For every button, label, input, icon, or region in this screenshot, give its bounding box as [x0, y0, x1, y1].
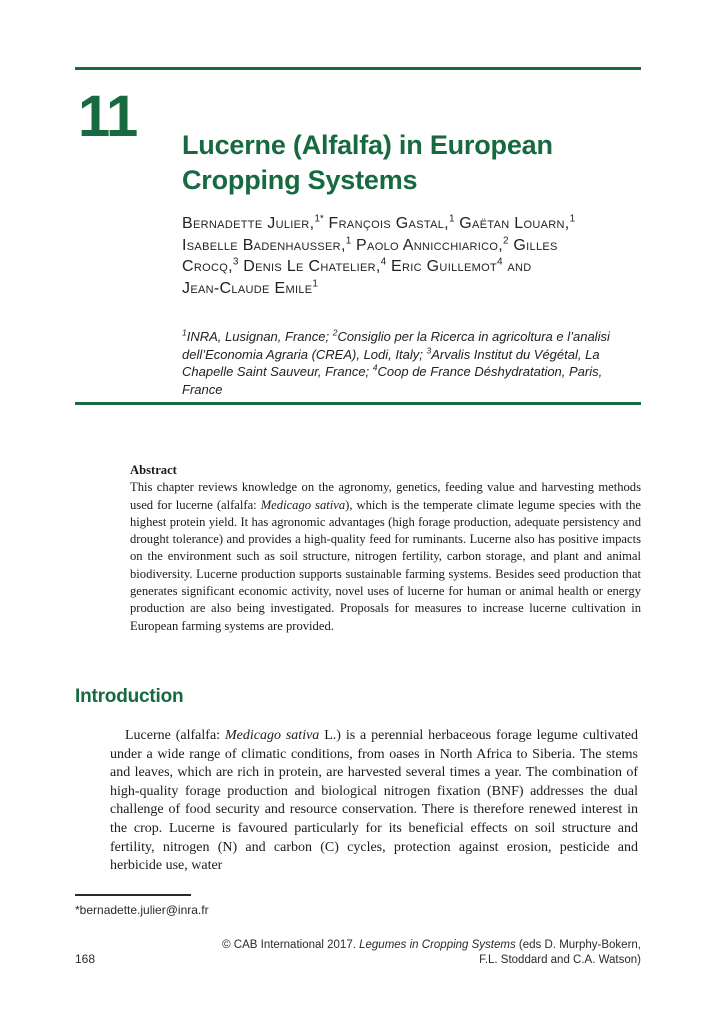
footnote-email: *bernadette.julier@inra.fr: [75, 903, 209, 917]
author-affiliations: $^1$INRA, Lusignan, France; $^2$Consiglio per la Ricerca in agricoltura e l’analisi dell’Economia Agraria (CREA), Lodi, Italy; $^3$Arvalis Institut du Végétal, La Chapelle Saint Sauveur, France; $^4$Coop de France Déshydratation, Paris, France: [182, 327, 610, 397]
author-line: Crocq,$^3$ Denis Le Chatelier,$^4$ Eric Guillemot$^4$ and: [182, 256, 532, 275]
top-rule: [75, 67, 641, 70]
copyright-notice: © CAB International 2017. Legumes in Cropping Systems (eds D. Murphy-Bokern, F.L. Stoddard and C.A. Watson): [222, 939, 641, 966]
author-line: Bernadette Julier,$^{1*}$ François Gastal,$^1$ Gaëtan Louarn,$^1$: [182, 213, 576, 232]
introduction-heading: Introduction: [75, 686, 184, 707]
chapter-title-line-2: Cropping Systems: [182, 165, 418, 195]
chapter-number: 11: [78, 84, 138, 149]
chapter-title-line-1: Lucerne (Alfalfa) in European: [182, 130, 553, 160]
author-line: Isabelle Badenhausser,$^1$ Paolo Annicchiarico,$^2$ Gilles: [182, 235, 558, 254]
footnote-rule: [75, 894, 191, 896]
abstract-section: [130, 462, 641, 635]
author-line: Jean-Claude Emile$^1$: [182, 278, 318, 297]
chapter-title: [182, 128, 553, 198]
abstract-body: This chapter reviews knowledge on the agronomy, genetics, feeding value and harvesting methods used for lucerne (alfalfa: Medicago sativa), which is the temperate climate legume species with the highest protein yield. It has agronomic advantages (high forage production, adequate persistency and drought tolerance) and provides a high-quality feed for ruminants. Lucerne also has positive impacts on the environment such as soil structure, nitrogen fertility, carbon storage, and plant and animal biodiversity. Lucerne production supports sustainable farming systems. Besides seed production that generates significant economic activity, novel uses of lucerne for human or animal health or energy production are also being investigated. Proposals for measures to increase lucerne cultivation in European farming systems are provided.: [130, 480, 641, 633]
introduction-body: Lucerne (alfalfa: Medicago sativa L.) is a perennial herbaceous forage legume cultivated under a wide range of climatic conditions, from oases in North Africa to Siberia. The stems and leaves, which are rich in protein, are harvested several times a year. The combination of high-quality forage production and biological nitrogen fixation (BNF) addresses the dual challenge of food security and resource conservation. There is therefore renewed interest in the crop. Lucerne is favoured particularly for its beneficial effects on soil structure and fertility, nitrogen (N) and carbon (C) cycles, protection against erosion, pesticide and herbicide use, water: [110, 728, 638, 874]
author-list: [182, 213, 652, 299]
page-number: 168: [75, 952, 96, 966]
abstract-heading: Abstract: [130, 463, 177, 477]
divider-rule: [75, 402, 641, 405]
